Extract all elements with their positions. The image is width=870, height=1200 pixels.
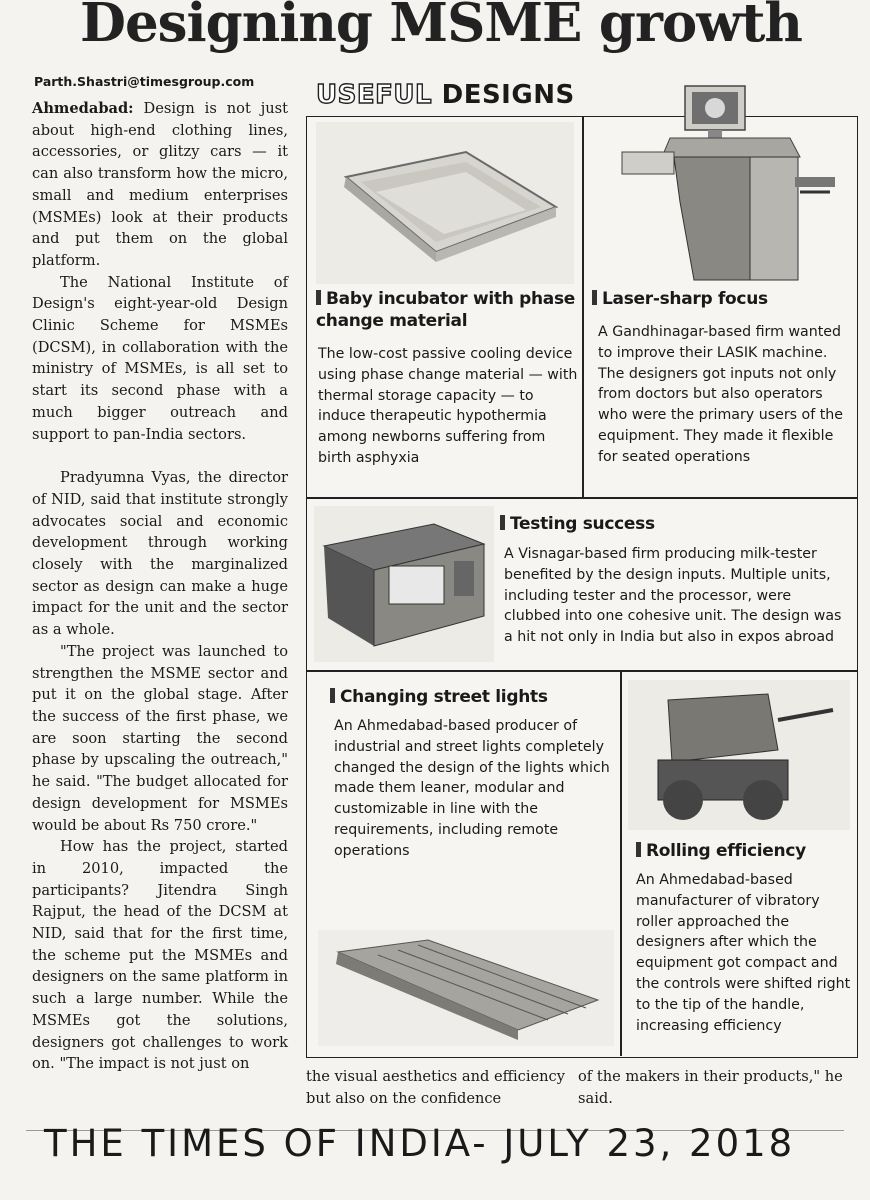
title-bar-icon <box>316 290 321 305</box>
vibratory-roller-image <box>628 680 850 830</box>
baby-incubator-body: The low-cost passive cooling device using phase change material — with thermal storage capacity — to induce therapeutic hypothermia among newborns suffering from birth asphyxia <box>318 346 578 466</box>
caption-title-text: Rolling efficiency <box>646 841 806 861</box>
testing-success-title <box>500 513 840 535</box>
caption-title-text: Testing success <box>510 514 655 534</box>
milk-tester-image <box>314 506 494 662</box>
article-paragraph: How has the project, started in 2010, impacted the participants? Jitendra Singh Rajput, the head of the DCSM at NID, said that for the first time, the scheme put the MSMEs and designers on the same platform in such a large number. While the MSMEs got the solutions, designers got challenges to work on. "The impact is not just on <box>32 838 288 1073</box>
title-bar-icon <box>636 842 641 857</box>
byline: Parth.Shastri@timesgroup.com <box>34 74 255 89</box>
article-column <box>32 98 288 1075</box>
article-paragraph: "The project was launched to strengthen the MSME sector and put it on the global stage. After the success of the first phase, we are soon starting the second phase by upscaling the outreach," he said. "The budget allocated for design development for MSMEs would be about Rs 750 crore." <box>32 642 288 834</box>
article-paragraph <box>32 98 288 272</box>
laser-focus-body: A Gandhinagar-based firm wanted to improve their LASIK machine. The designers got inputs not only from doctors but also operators who were the primary users of the equipment. They made it flexible for seated operations <box>598 324 844 465</box>
caption-title-text: Baby incubator with phase change material <box>316 289 576 331</box>
article-continuation-right: of the makers in their products," he said. <box>578 1068 843 1107</box>
incubator-tray-image <box>316 122 574 284</box>
baby-incubator-title <box>316 288 578 332</box>
footer-source: THE TIMES OF INDIA- JULY 23, 2018 <box>44 1122 796 1165</box>
article-paragraph: The National Institute of Design's eight-year-old Design Clinic Scheme for MSMEs (DCSM), in collaboration with the ministry of MSMEs, is all set to start its second phase with a much bigger outreach and support to pan-India sectors. <box>32 273 288 443</box>
caption-title-text: Laser-sharp focus <box>602 289 768 309</box>
testing-success-body: A Visnagar-based firm producing milk-tester benefited by the design inputs. Multiple units, including tester and the processor, were clubbed into one cohesive unit. The design was a hit not only in India but also in expos abroad <box>504 546 842 646</box>
caption-title-text: Changing street lights <box>340 687 548 707</box>
useful-designs-title <box>316 80 616 114</box>
title-bar-icon <box>592 290 597 305</box>
title-bold: DESIGNS <box>441 80 575 110</box>
divider <box>306 670 857 672</box>
laser-focus-title <box>592 288 842 310</box>
rolling-efficiency-body: An Ahmedabad-based manufacturer of vibratory roller approached the designers after which the equipment got compact and the controls were shifted right to the tip of the handle, increasing efficiency <box>636 872 851 1034</box>
divider <box>620 670 622 1056</box>
dateline: Ahmedabad: <box>32 100 134 117</box>
title-bar-icon <box>500 515 505 530</box>
lasik-machine-image <box>600 82 840 286</box>
rolling-efficiency-title <box>636 840 851 862</box>
headline: Designing MSME growth <box>80 0 802 54</box>
title-outline: USEFUL <box>316 80 433 110</box>
divider <box>582 116 584 498</box>
article-paragraph: Pradyumna Vyas, the director of NID, said that institute strongly advocates social and economic development through working closely with the marginalized sector as design can make a huge impact for the unit and the sector as a whole. <box>32 469 288 639</box>
street-lights-body: An Ahmedabad-based producer of industrial and street lights completely changed the design of the lights which made them leaner, modular and customizable in line with the requirements, including remote operations <box>334 718 610 859</box>
street-lights-title <box>330 686 615 708</box>
article-continuation-mid: the visual aesthetics and efficiency but also on the confidence <box>306 1068 565 1107</box>
street-light-image <box>318 930 614 1046</box>
divider <box>306 497 857 499</box>
paragraph-text: Design is not just about high-end clothing lines, accessories, or glitzy cars — it can also transform how the micro, small and medium enterprises (MSMEs) look at their products and put them on the global platform. <box>32 100 289 269</box>
title-bar-icon <box>330 688 335 703</box>
